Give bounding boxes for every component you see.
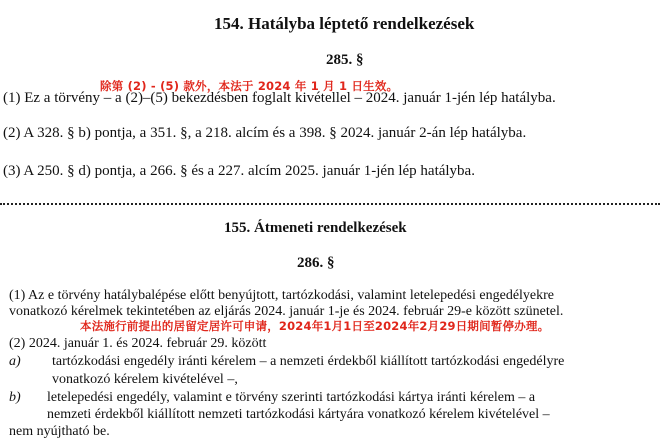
chapter-heading-154: 154. Hatályba léptető rendelkezések: [214, 14, 475, 33]
paragraph-285-1: (1) Ez a törvény – a (2)–(5) bekezdésben foglalt kivétellel – 2024. január 1-jén lép hatályba.: [3, 90, 556, 106]
paragraph-285-2: (2) A 328. § b) pontja, a 351. §, a 218. alcím és a 398. § 2024. január 2-án lép hatályba.: [3, 125, 527, 141]
list-item-a-line2: vonatkozó kérelem kivételével –,: [52, 372, 238, 387]
red-translation-note-2: 本法施行前提出的居留定居许可申请，2024年1月1日至2024年2月29日期间暂停办理。: [80, 319, 550, 333]
red-translation-note-1: 除第 (2) - (5) 款外，本法于 2024 年 1 月 1 日生效。: [100, 79, 399, 93]
section-number-286: 286. §: [297, 255, 335, 271]
paragraph-285-3: (3) A 250. § d) pontja, a 266. § és a 227. alcím 2025. január 1-jén lép hatályba.: [3, 163, 475, 179]
paragraph-286-1-line1: (1) Az e törvény hatálybalépése előtt benyújtott, tartózkodási, valamint letelepedési engedélyekre: [9, 288, 555, 303]
paragraph-286-2-intro: (2) 2024. január 1. és 2024. február 29. között: [9, 336, 267, 351]
section-number-285: 285. §: [326, 52, 364, 68]
list-item-b-line2: nemzeti érdekből kiállított nemzeti tartózkodási kártyára vonatkozó kérelem kivételével –: [47, 407, 550, 422]
list-label-a: a): [9, 354, 21, 369]
paragraph-286-1-line2: vonatkozó kérelmek tekintetében az eljárás 2024. január 1-je és 2024. február 29-e között szünetel.: [9, 304, 564, 319]
list-item-b-line1: letelepedési engedély, valamint e törvény szerinti tartózkodási kártya iránti kérelem – a: [47, 390, 536, 405]
list-label-b: b): [9, 390, 21, 405]
closing-line: nem nyújtható be.: [9, 424, 110, 439]
list-item-a-line1: tartózkodási engedély iránti kérelem – a nemzeti érdekből kiállított tartózkodási engedélyre: [52, 354, 565, 369]
chapter-heading-155: 155. Átmeneti rendelkezések: [224, 220, 407, 236]
page-divider: [0, 203, 660, 205]
